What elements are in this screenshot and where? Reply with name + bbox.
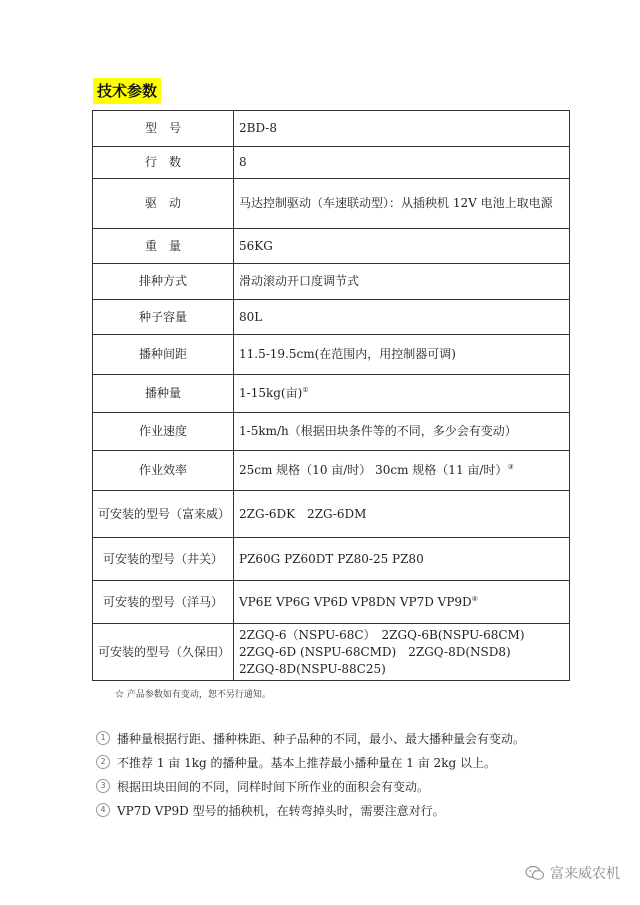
spec-row bbox=[93, 111, 570, 147]
note-number-badge: 2 bbox=[96, 755, 110, 769]
spec-table bbox=[92, 110, 570, 681]
spec-row bbox=[93, 335, 570, 375]
wechat-icon bbox=[525, 865, 545, 881]
spec-row bbox=[93, 581, 570, 624]
watermark-text: 富来威农机 bbox=[550, 866, 620, 882]
spec-value bbox=[234, 179, 570, 229]
spec-value-text: VP6E VP6G VP6D VP8DN VP7D VP9D bbox=[239, 594, 472, 609]
spec-value-text: 2BD-8 bbox=[239, 121, 277, 135]
note-text: VP7D VP9D 型号的插秧机，在转弯掉头时，需要注意对行。 bbox=[117, 803, 445, 818]
note-number-badge: 1 bbox=[96, 731, 110, 745]
spec-label: 排种方式 bbox=[93, 264, 234, 300]
spec-value-text: PZ60G PZ60DT PZ80-25 PZ80 bbox=[239, 551, 424, 566]
spec-value bbox=[234, 413, 570, 451]
spec-label: 驱 动 bbox=[93, 179, 234, 229]
spec-value bbox=[234, 300, 570, 335]
spec-row bbox=[93, 264, 570, 300]
spec-value bbox=[234, 229, 570, 264]
spec-value-text: 马达控制驱动（车速联动型）：从插秧机 12V 电池上取电源 bbox=[239, 196, 553, 210]
spec-label: 种子容量 bbox=[93, 300, 234, 335]
spec-label: 作业效率 bbox=[93, 451, 234, 491]
spec-value-text: 25cm 规格（10 亩/时） 30cm 规格（11 亩/时） bbox=[239, 463, 508, 477]
spec-row bbox=[93, 375, 570, 413]
spec-row bbox=[93, 451, 570, 491]
spec-row bbox=[93, 300, 570, 335]
spec-row bbox=[93, 229, 570, 264]
note-item bbox=[96, 798, 576, 822]
note-reference: ① bbox=[302, 386, 309, 394]
spec-row bbox=[93, 538, 570, 581]
spec-row bbox=[93, 491, 570, 538]
spec-label: 型 号 bbox=[93, 111, 234, 147]
note-item bbox=[96, 726, 576, 750]
spec-value bbox=[234, 264, 570, 300]
spec-label: 播种间距 bbox=[93, 335, 234, 375]
spec-label: 行 数 bbox=[93, 147, 234, 179]
spec-label: 播种量 bbox=[93, 375, 234, 413]
spec-label: 作业速度 bbox=[93, 413, 234, 451]
spec-value bbox=[234, 375, 570, 413]
spec-value-text: 滑动滚动开口度调节式 bbox=[239, 274, 360, 288]
note-item bbox=[96, 774, 576, 798]
spec-value bbox=[234, 335, 570, 375]
section-title: 技术参数 bbox=[93, 78, 161, 104]
spec-value-text: 1-15kg(亩) bbox=[239, 386, 303, 400]
spec-value-text: 2ZGQ-6（NSPU-68C） 2ZGQ-6B(NSPU-68CM) 2ZGQ-6D (NSPU-68CMD) 2ZGQ-8D(NSD8) 2ZGQ-8D(NSPU-88C25) bbox=[239, 627, 525, 676]
spec-value-text: 80L bbox=[239, 309, 263, 324]
spec-value-text: 11.5-19.5cm(在范围内，用控制器可调) bbox=[239, 347, 456, 361]
note-item bbox=[96, 750, 576, 774]
spec-row bbox=[93, 413, 570, 451]
disclaimer-note: ☆ 产品参数如有变动，恕不另行通知。 bbox=[115, 690, 271, 700]
spec-value bbox=[234, 538, 570, 581]
note-text: 根据田块田间的不同，同样时间下所作业的面积会有变动。 bbox=[117, 779, 430, 794]
spec-label: 可安装的型号（富来威） bbox=[93, 491, 234, 538]
note-number-badge: 3 bbox=[96, 779, 110, 793]
spec-value bbox=[234, 147, 570, 179]
spec-value-text: 56KG bbox=[239, 238, 273, 253]
spec-value bbox=[234, 111, 570, 147]
note-text: 不推荐 1 亩 1kg 的播种量。基本上推荐最小播种量在 1 亩 2kg 以上。 bbox=[117, 755, 496, 770]
notes-list bbox=[96, 726, 576, 822]
spec-value bbox=[234, 491, 570, 538]
spec-value-text: 8 bbox=[239, 155, 247, 169]
spec-row bbox=[93, 147, 570, 179]
spec-label: 可安装的型号（井关） bbox=[93, 538, 234, 581]
watermark bbox=[525, 863, 620, 883]
spec-value-text: 2ZG-6DK 2ZG-6DM bbox=[239, 506, 367, 521]
spec-label: 可安装的型号（久保田） bbox=[93, 624, 234, 681]
note-reference: ③ bbox=[507, 463, 514, 471]
note-number-badge: 4 bbox=[96, 803, 110, 817]
note-reference: ④ bbox=[471, 594, 478, 603]
spec-value bbox=[234, 451, 570, 491]
spec-value bbox=[234, 624, 570, 681]
spec-label: 重 量 bbox=[93, 229, 234, 264]
spec-row bbox=[93, 179, 570, 229]
spec-value-text: 1-5km/h（根据田块条件等的不同，多少会有变动） bbox=[239, 424, 517, 438]
spec-row bbox=[93, 624, 570, 681]
spec-label: 可安装的型号（洋马） bbox=[93, 581, 234, 624]
note-text: 播种量根据行距、播种株距、种子品种的不同，最小、最大播种量会有变动。 bbox=[117, 731, 526, 746]
spec-value bbox=[234, 581, 570, 624]
